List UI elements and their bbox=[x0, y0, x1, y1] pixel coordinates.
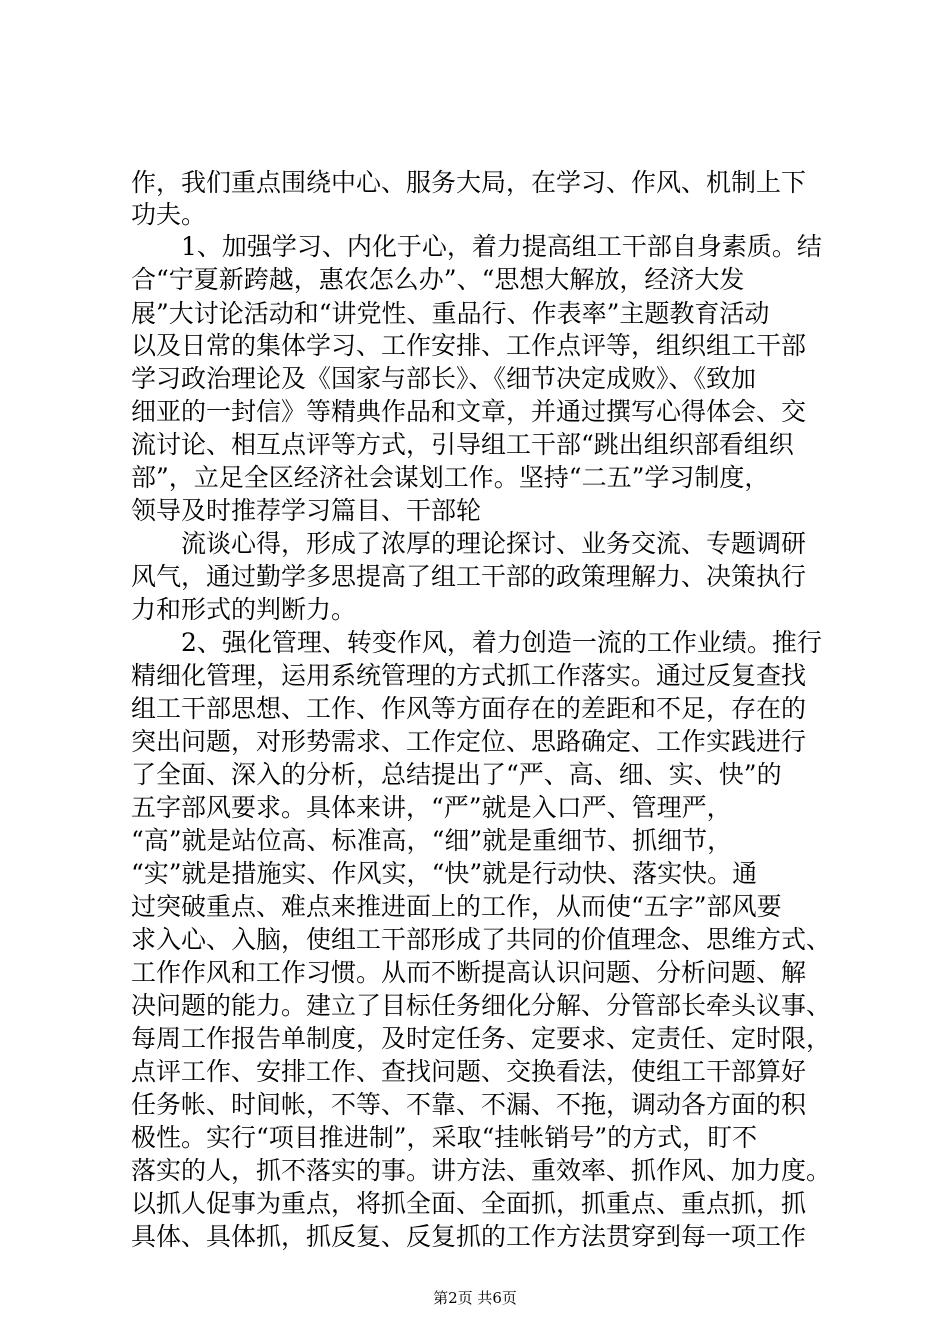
text-line: 流讨论、相互点评等方式，引导组工干部“跳出组织部看组织 bbox=[131, 430, 794, 459]
text-line: “实”就是措施实、作风实，“快”就是行动快、落实快。通 bbox=[131, 859, 758, 888]
text-line: 组工干部思想、工作、作风等方面存在的差距和不足，存在的 bbox=[131, 694, 807, 723]
text-line: 学习政治理论及《国家与部长》、《细节决定成败》、《致加 bbox=[131, 364, 757, 393]
text-line: 细亚的一封信》等精典作品和文章，并通过撰写心得体会、交 bbox=[131, 397, 807, 426]
text-line: 极性。实行“项目推进制”，采取“挂帐销号”的方式，盯不 bbox=[131, 1123, 758, 1152]
text-line: 了全面、深入的分析，总结提出了“严、高、细、实、快”的 bbox=[131, 760, 782, 789]
text-line: 决问题的能力。建立了目标任务细化分解、分管部长牵头议事、 bbox=[131, 991, 832, 1020]
text-line: 合“宁夏新跨越，惠农怎么办”、“思想大解放，经济大发 bbox=[131, 265, 745, 294]
text-line: 部”，立足全区经济社会谋划工作。坚持“二五”学习制度， bbox=[131, 463, 770, 492]
text-line: 过突破重点、难点来推进面上的工作，从而使“五字”部风要 bbox=[131, 892, 782, 921]
text-line: 力和形式的判断力。 bbox=[131, 595, 357, 624]
text-line: 求入心、入脑，使组工干部形成了共同的价值理念、思维方式、 bbox=[131, 925, 832, 954]
text-line: 以抓人促事为重点，将抓全面、全面抓，抓重点、重点抓，抓 bbox=[131, 1189, 807, 1218]
text-line: 1、加强学习、内化于心，着力提高组工干部自身素质。结 bbox=[131, 232, 822, 261]
text-line: 2、强化管理、转变作风，着力创造一流的工作业绩。推行 bbox=[131, 628, 822, 657]
text-line: 精细化管理，运用系统管理的方式抓工作落实。通过反复查找 bbox=[131, 661, 807, 690]
text-line: 落实的人，抓不落实的事。讲方法、重效率、抓作风、加力度。 bbox=[131, 1156, 832, 1185]
text-line: 突出问题，对形势需求、工作定位、思路确定、工作实践进行 bbox=[131, 727, 807, 756]
page-number-footer: 第2页 共6页 bbox=[433, 1289, 517, 1307]
text-line: 以及日常的集体学习、工作安排、工作点评等，组织组工干部 bbox=[131, 331, 807, 360]
text-line: 风气，通过勤学多思提高了组工干部的政策理解力、决策执行 bbox=[131, 562, 807, 591]
text-line: 任务帐、时间帐，不等、不靠、不漏、不拖，调动各方面的积 bbox=[131, 1090, 807, 1119]
text-line: 领导及时推荐学习篇目、干部轮 bbox=[131, 496, 482, 525]
text-line: 每周工作报告单制度，及时定任务、定要求、定责任、定时限， bbox=[131, 1024, 832, 1053]
text-line: 功夫。 bbox=[131, 200, 207, 229]
text-line: 五字部风要求。具体来讲，“严”就是入口严、管理严， bbox=[131, 793, 732, 822]
text-line: 展”大讨论活动和“讲党性、重品行、作表率”主题教育活动 bbox=[131, 299, 770, 328]
text-line: 工作作风和工作习惯。从而不断提高认识问题、分析问题、解 bbox=[131, 958, 807, 987]
text-line: 点评工作、安排工作、查找问题、交换看法，使组工干部算好 bbox=[131, 1057, 807, 1086]
text-line: 作，我们重点围绕中心、服务大局，在学习、作风、机制上下 bbox=[131, 168, 807, 197]
text-line: 流谈心得，形成了浓厚的理论探讨、业务交流、专题调研 bbox=[131, 529, 807, 558]
text-line: “高”就是站位高、标准高，“细”就是重细节、抓细节， bbox=[131, 826, 733, 855]
text-line: 具体、具体抓，抓反复、反复抓的工作方法贯穿到每一项工作 bbox=[131, 1222, 807, 1251]
